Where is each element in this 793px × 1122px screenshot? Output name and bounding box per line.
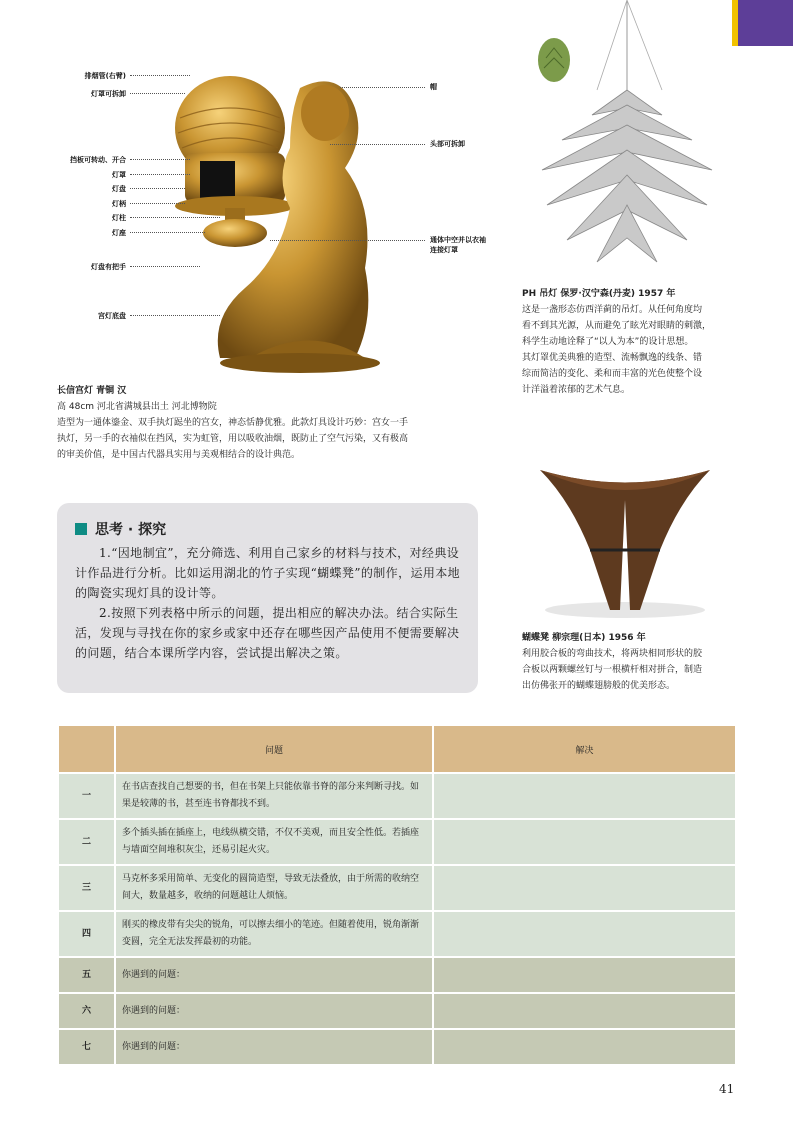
row-index: 五 bbox=[59, 958, 114, 992]
lamp-caption-line: 造型为一通体鎏金、双手执灯跽坐的宫女，神态恬静优雅。此款灯具设计巧妙：宫女一手 bbox=[57, 418, 409, 428]
label-lamp-base: 灯座 bbox=[112, 229, 126, 237]
label-exhaust-pipe: 排烟管(右臂) bbox=[84, 72, 126, 80]
square-bullet-icon bbox=[75, 523, 87, 535]
ph-lamp-image bbox=[522, 0, 732, 285]
row-index: 三 bbox=[59, 866, 114, 910]
table-row bbox=[59, 820, 735, 864]
ph-lamp-caption-line: 其灯罩优美典雅的造型、流畅飘逸的线条、错 bbox=[522, 353, 703, 363]
lamp-caption-title: 长信宫灯 青铜 汉 bbox=[57, 386, 127, 396]
label-tray-handle: 灯盘有把手 bbox=[91, 263, 126, 271]
row-solution-cell[interactable] bbox=[434, 912, 735, 956]
row-solution-cell[interactable] bbox=[434, 1030, 735, 1064]
label-rotating-shield: 挡板可转动、开合 bbox=[70, 156, 126, 164]
page-number: 41 bbox=[719, 1082, 735, 1096]
lamp-caption-line: 高 48cm 河北省满城县出土 河北博物院 bbox=[57, 402, 217, 412]
row-problem: 刚买的橡皮带有尖尖的锐角，可以擦去细小的笔迹。但随着使用，锐角渐渐变圆，完全无法发挥最初的功能。 bbox=[116, 912, 432, 956]
ph-lamp-caption-line: 这是一盏形态仿西洋蓟的吊灯。从任何角度均 bbox=[522, 305, 703, 315]
row-solution-cell[interactable] bbox=[434, 994, 735, 1028]
stool-caption-line: 利用胶合板的弯曲技术，将两块相同形状的胶 bbox=[522, 649, 703, 659]
table-row bbox=[59, 1030, 735, 1064]
leader-line bbox=[270, 240, 425, 241]
table-header-row bbox=[59, 726, 735, 772]
ph-lamp-caption-line: 综而简洁的变化、柔和而丰富的光色使整个设 bbox=[522, 369, 703, 379]
row-problem: 多个插头插在插座上，电线纵横交错，不仅不美观，而且安全性低。若插座与墙面空间堆积灰尘，还易引起火灾。 bbox=[116, 820, 432, 864]
leader-line bbox=[130, 217, 220, 218]
ph-lamp-caption-line: 科学生动地诠释了“以人为本”的设计思想。 bbox=[522, 337, 694, 347]
think-paragraph-1: 1.“因地制宜”，充分筛选、利用自己家乡的材料与技术，对经典设计作品进行分析。比如运用湖北的竹子实现“蝴蝶凳”的制作，运用本地的陶瓷实现灯具的设计等。 bbox=[75, 546, 461, 600]
lamp-caption-line: 的审美价值，是中国古代器具实用与美观相结合的设计典范。 bbox=[57, 450, 301, 460]
think-paragraph-2: 2.按照下列表格中所示的问题，提出相应的解决办法。结合实际生活，发现与寻找在你的家乡或家中还存在哪些因产品使用不便需要解决的问题，结合本课所学内容，尝试提出解决之策。 bbox=[75, 606, 460, 660]
row-problem[interactable]: 你遇到的问题： bbox=[116, 958, 432, 992]
leader-line bbox=[130, 315, 220, 316]
header-index bbox=[59, 726, 114, 772]
label-hat: 帽 bbox=[430, 83, 437, 91]
label-connect-shade: 连接灯罩 bbox=[430, 246, 458, 254]
ph-lamp-caption-line: 看不到其光源，从而避免了眩光对眼睛的刺激， bbox=[522, 321, 712, 331]
leader-line bbox=[130, 203, 185, 204]
label-lamp-handle: 灯柄 bbox=[112, 200, 126, 208]
row-index: 一 bbox=[59, 774, 114, 818]
corner-accent-tab bbox=[738, 0, 793, 46]
leader-line bbox=[340, 87, 425, 88]
label-lamp-pillar: 灯柱 bbox=[112, 214, 126, 222]
header-problem: 问题 bbox=[116, 726, 432, 772]
leader-line bbox=[130, 93, 185, 94]
label-removable-hood: 灯罩可拆卸 bbox=[91, 90, 126, 98]
think-explore-heading bbox=[75, 519, 166, 539]
row-index: 七 bbox=[59, 1030, 114, 1064]
stool-caption bbox=[522, 630, 752, 694]
table-row bbox=[59, 866, 735, 910]
row-index: 四 bbox=[59, 912, 114, 956]
changxin-palace-lamp-image bbox=[150, 58, 440, 388]
row-problem: 在书店查找自己想要的书，但在书架上只能依靠书脊的部分来判断寻找。如果是较薄的书，甚至连书脊都找不到。 bbox=[116, 774, 432, 818]
label-shade: 灯罩 bbox=[112, 171, 126, 179]
problem-solution-table bbox=[57, 724, 737, 1066]
label-lamp-tray: 灯盘 bbox=[112, 185, 126, 193]
table-row bbox=[59, 774, 735, 818]
table-row bbox=[59, 958, 735, 992]
ph-lamp-caption-title: PH 吊灯 保罗·汉宁森(丹麦) 1957 年 bbox=[522, 289, 676, 299]
label-removable-head: 头部可拆卸 bbox=[430, 140, 465, 148]
ph-lamp-caption bbox=[522, 286, 752, 398]
stool-caption-title: 蝴蝶凳 柳宗理(日本) 1956 年 bbox=[522, 633, 646, 643]
row-solution-cell[interactable] bbox=[434, 820, 735, 864]
stool-caption-line: 出仿佛张开的蝴蝶翅膀般的优美形态。 bbox=[522, 681, 676, 691]
leader-line bbox=[130, 232, 205, 233]
lamp-caption-line: 执灯，另一手的衣袖似在挡风，实为虹管，用以吸收油烟，既防止了空气污染，又有极高 bbox=[57, 434, 409, 444]
lamp-caption bbox=[57, 383, 487, 463]
row-index: 六 bbox=[59, 994, 114, 1028]
row-index: 二 bbox=[59, 820, 114, 864]
leader-line bbox=[130, 266, 200, 267]
think-explore-title: 思考 · 探究 bbox=[95, 522, 167, 538]
label-lamp-bottom: 宫灯底盘 bbox=[98, 312, 126, 320]
leader-line bbox=[330, 144, 425, 145]
ph-lamp-caption-line: 计洋溢着浓郁的艺术气息。 bbox=[522, 385, 631, 395]
row-solution-cell[interactable] bbox=[434, 866, 735, 910]
row-solution-cell[interactable] bbox=[434, 774, 735, 818]
leader-line bbox=[130, 188, 185, 189]
row-problem: 马克杯多采用简单、无变化的圆筒造型，导致无法叠放，由于所需的收纳空间大，数量越多，收纳的问题越让人烦恼。 bbox=[116, 866, 432, 910]
leader-line bbox=[130, 75, 190, 76]
leader-line bbox=[130, 174, 190, 175]
header-solution: 解决 bbox=[434, 726, 735, 772]
row-problem[interactable]: 你遇到的问题： bbox=[116, 1030, 432, 1064]
table-row bbox=[59, 912, 735, 956]
leader-line bbox=[130, 159, 190, 160]
table-row bbox=[59, 994, 735, 1028]
label-hollow-body: 通体中空并以衣袖 bbox=[430, 236, 486, 244]
row-solution-cell[interactable] bbox=[434, 958, 735, 992]
butterfly-stool-image bbox=[530, 440, 720, 625]
think-explore-box bbox=[57, 503, 478, 693]
stool-caption-line: 合板以两颗螺丝钉与一根横杆相对拼合，制造 bbox=[522, 665, 703, 675]
row-problem[interactable]: 你遇到的问题： bbox=[116, 994, 432, 1028]
